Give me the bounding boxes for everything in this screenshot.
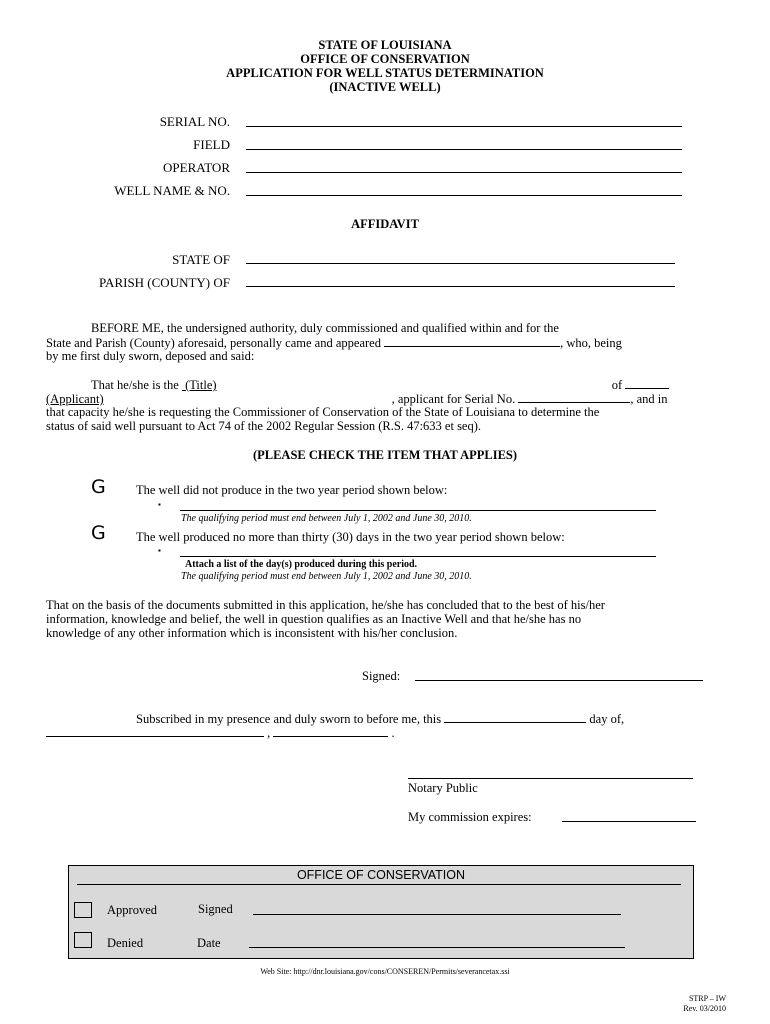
header-office: OFFICE OF CONSERVATION <box>300 52 470 66</box>
operator-field[interactable] <box>246 172 682 173</box>
notary-public-label: Notary Public <box>408 781 478 795</box>
option1-checkbox[interactable]: G <box>91 476 106 498</box>
office-date-label: Date <box>197 936 221 950</box>
footer-website: Web Site: http://dnr.louisiana.gov/cons/CONSEREN/Permits/severancetax.ssi <box>260 967 510 976</box>
office-date-field[interactable] <box>249 947 625 948</box>
applicant-field[interactable]: (Applicant) <box>46 392 104 406</box>
option2-attach-note: Attach a list of the day(s) produced during this period. <box>185 559 418 570</box>
office-signed-field[interactable] <box>253 914 621 915</box>
subscribed-line1: Subscribed in my presence and duly sworn to before me, this day of, <box>136 712 625 726</box>
commission-expires-field[interactable] <box>562 821 696 822</box>
signed-label: Signed: <box>362 669 401 683</box>
conclusion-line3: knowledge of any other information which is inconsistent with his/her conclusion. <box>46 626 458 640</box>
header-subtitle: (INACTIVE WELL) <box>329 80 441 94</box>
denied-checkbox[interactable] <box>74 932 92 948</box>
month-field[interactable] <box>46 725 264 737</box>
option2-text: The well produced no more than thirty (30) days in the two year period shown below: <box>136 530 565 544</box>
option1-text: The well did not produce in the two year period shown below: <box>136 483 448 497</box>
office-signed-label: Signed <box>198 902 233 916</box>
before-me-line1: BEFORE ME, the undersigned authority, duly commissioned and qualified within and for the <box>91 321 559 335</box>
approved-label: Approved <box>107 903 157 917</box>
serial-no-field[interactable] <box>246 126 682 127</box>
year-field[interactable] <box>273 725 388 737</box>
office-box-rule <box>77 884 681 885</box>
notary-signature-line[interactable] <box>408 778 693 779</box>
header-form-title: APPLICATION FOR WELL STATUS DETERMINATION <box>226 66 544 80</box>
check-heading: (PLEASE CHECK THE ITEM THAT APPLIES) <box>252 448 518 462</box>
option2-checkbox[interactable]: G <box>91 522 106 544</box>
option2-note: The qualifying period must end between July 1, 2002 and June 30, 2010. <box>181 571 472 582</box>
day-field[interactable] <box>444 711 586 723</box>
appeared-name-field[interactable] <box>384 335 560 347</box>
well-name-label: WELL NAME & NO. <box>114 183 230 198</box>
option2-bullet: ▪ <box>158 546 161 555</box>
option2-period-field[interactable] <box>180 556 656 557</box>
well-name-field[interactable] <box>246 195 682 196</box>
parish-label: PARISH (COUNTY) OF <box>99 275 230 290</box>
state-of-label: STATE OF <box>172 252 230 267</box>
field-label: FIELD <box>193 137 230 152</box>
serial-no-label: SERIAL NO. <box>159 114 230 129</box>
operator-label: OPERATOR <box>163 160 230 175</box>
state-of-field[interactable] <box>246 263 675 264</box>
office-box-title: OFFICE OF CONSERVATION <box>296 868 466 882</box>
capacity-line: that capacity he/she is requesting the Commissioner of Conservation of the State of Louisiana to determine the <box>46 405 600 419</box>
commission-expires-label: My commission expires: <box>408 810 532 824</box>
subscribed-line2: , . <box>46 725 395 741</box>
applicant-line: (Applicant) , applicant for Serial No. , and in <box>46 392 668 406</box>
form-code: STRP – IW <box>688 994 726 1003</box>
conclusion-line2: information, knowledge and belief, the well in question qualifies as an Inactive Well and that he/she has no <box>46 612 582 626</box>
form-revision: Rev. 03/2010 <box>683 1004 726 1013</box>
title-field[interactable]: (Title) <box>185 378 217 392</box>
option1-bullet: ▪ <box>158 500 161 509</box>
option1-note: The qualifying period must end between July 1, 2002 and June 30, 2010. <box>181 513 472 524</box>
before-me-line2: State and Parish (County) aforesaid, personally came and appeared , who, being <box>46 336 622 350</box>
conclusion-line1: That on the basis of the documents submitted in this application, he/she has concluded that to the best of his/her <box>46 598 605 612</box>
signed-field[interactable] <box>415 680 703 681</box>
field-field[interactable] <box>246 149 682 150</box>
applicant-serial-field[interactable] <box>518 391 630 403</box>
approved-checkbox[interactable] <box>74 902 92 918</box>
affidavit-title: AFFIDAVIT <box>351 217 419 231</box>
status-line: status of said well pursuant to Act 74 of the 2002 Regular Session (R.S. 47:633 et seq). <box>46 419 482 433</box>
header-state: STATE OF LOUISIANA <box>318 38 452 52</box>
of-field[interactable] <box>625 377 669 389</box>
denied-label: Denied <box>107 936 144 950</box>
before-me-line3: by me first duly sworn, deposed and said: <box>46 349 255 363</box>
title-line: That he/she is the (Title) of <box>91 377 669 393</box>
office-use-box <box>68 865 694 959</box>
option1-period-field[interactable] <box>180 510 656 511</box>
parish-field[interactable] <box>246 286 675 287</box>
